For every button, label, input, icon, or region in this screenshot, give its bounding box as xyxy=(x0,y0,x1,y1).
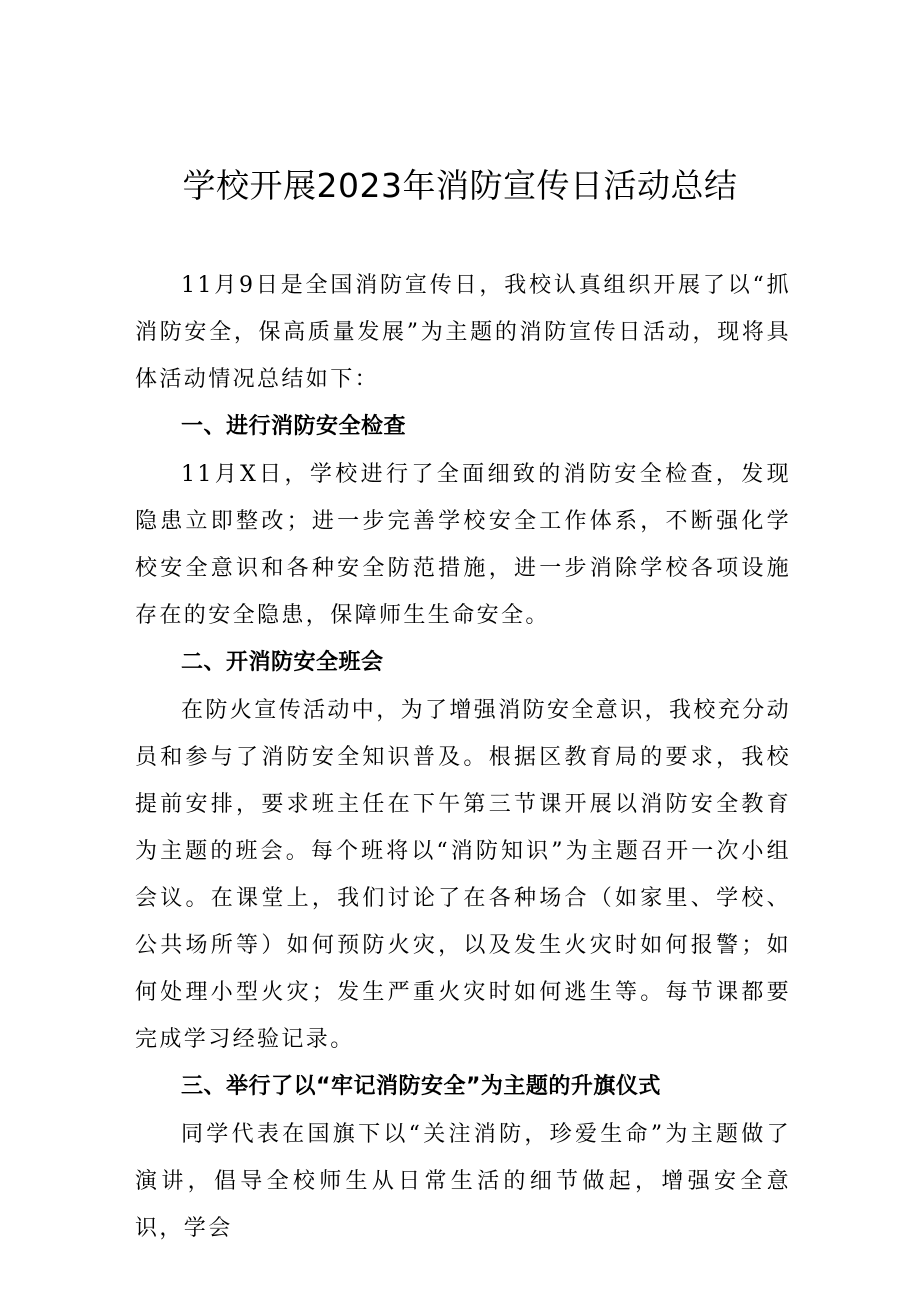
document-title: 学校开展2023年消防宣传日活动总结 xyxy=(182,166,738,205)
section-heading-class-meeting: 二、开消防安全班会 xyxy=(181,650,384,675)
intro-paragraph: 11月9日是全国消防宣传日，我校认真组织开展了以“抓消防安全，保高质量发展”为主题的消防宣传日活动，现将具体活动情况总结如下： xyxy=(135,273,791,392)
section-paragraph-class-meeting: 在防火宣传活动中，为了增强消防安全意识，我校充分动员和参与了消防安全知识普及。根据区教育局的要求，我校提前安排，要求班主任在下午第三节课开展以消防安全教育为主题的班会。每个班将以“消防知识”为主题召开一次小组会议。在课堂上，我们讨论了在各种场合（如家里、学校、公共场所等）如何预防火灾，以及发生火灾时如何报警；如何处理小型火灾；发生严重火灾时如何逃生等。每节课都要完成学习经验记录。 xyxy=(135,698,792,1052)
section-heading-inspection: 一、进行消防安全检查 xyxy=(181,414,407,439)
section-paragraph-inspection: 11月X日，学校进行了全面细致的消防安全检查，发现隐患立即整改；进一步完善学校安全工作体系，不断强化学校安全意识和各种安全防范措施，进一步消除学校各项设施存在的安全隐患，保障师生生命安全。 xyxy=(135,462,791,628)
document-body xyxy=(135,262,791,1252)
section-paragraph-flag-ceremony: 同学代表在国旗下以“关注消防，珍爱生命”为主题做了演讲，倡导全校师生从日常生活的细节做起，增强安全意识，学会 xyxy=(135,1122,791,1241)
section-heading-flag-ceremony: 三、举行了以“牢记消防安全”为主题的升旗仪式 xyxy=(181,1074,661,1099)
